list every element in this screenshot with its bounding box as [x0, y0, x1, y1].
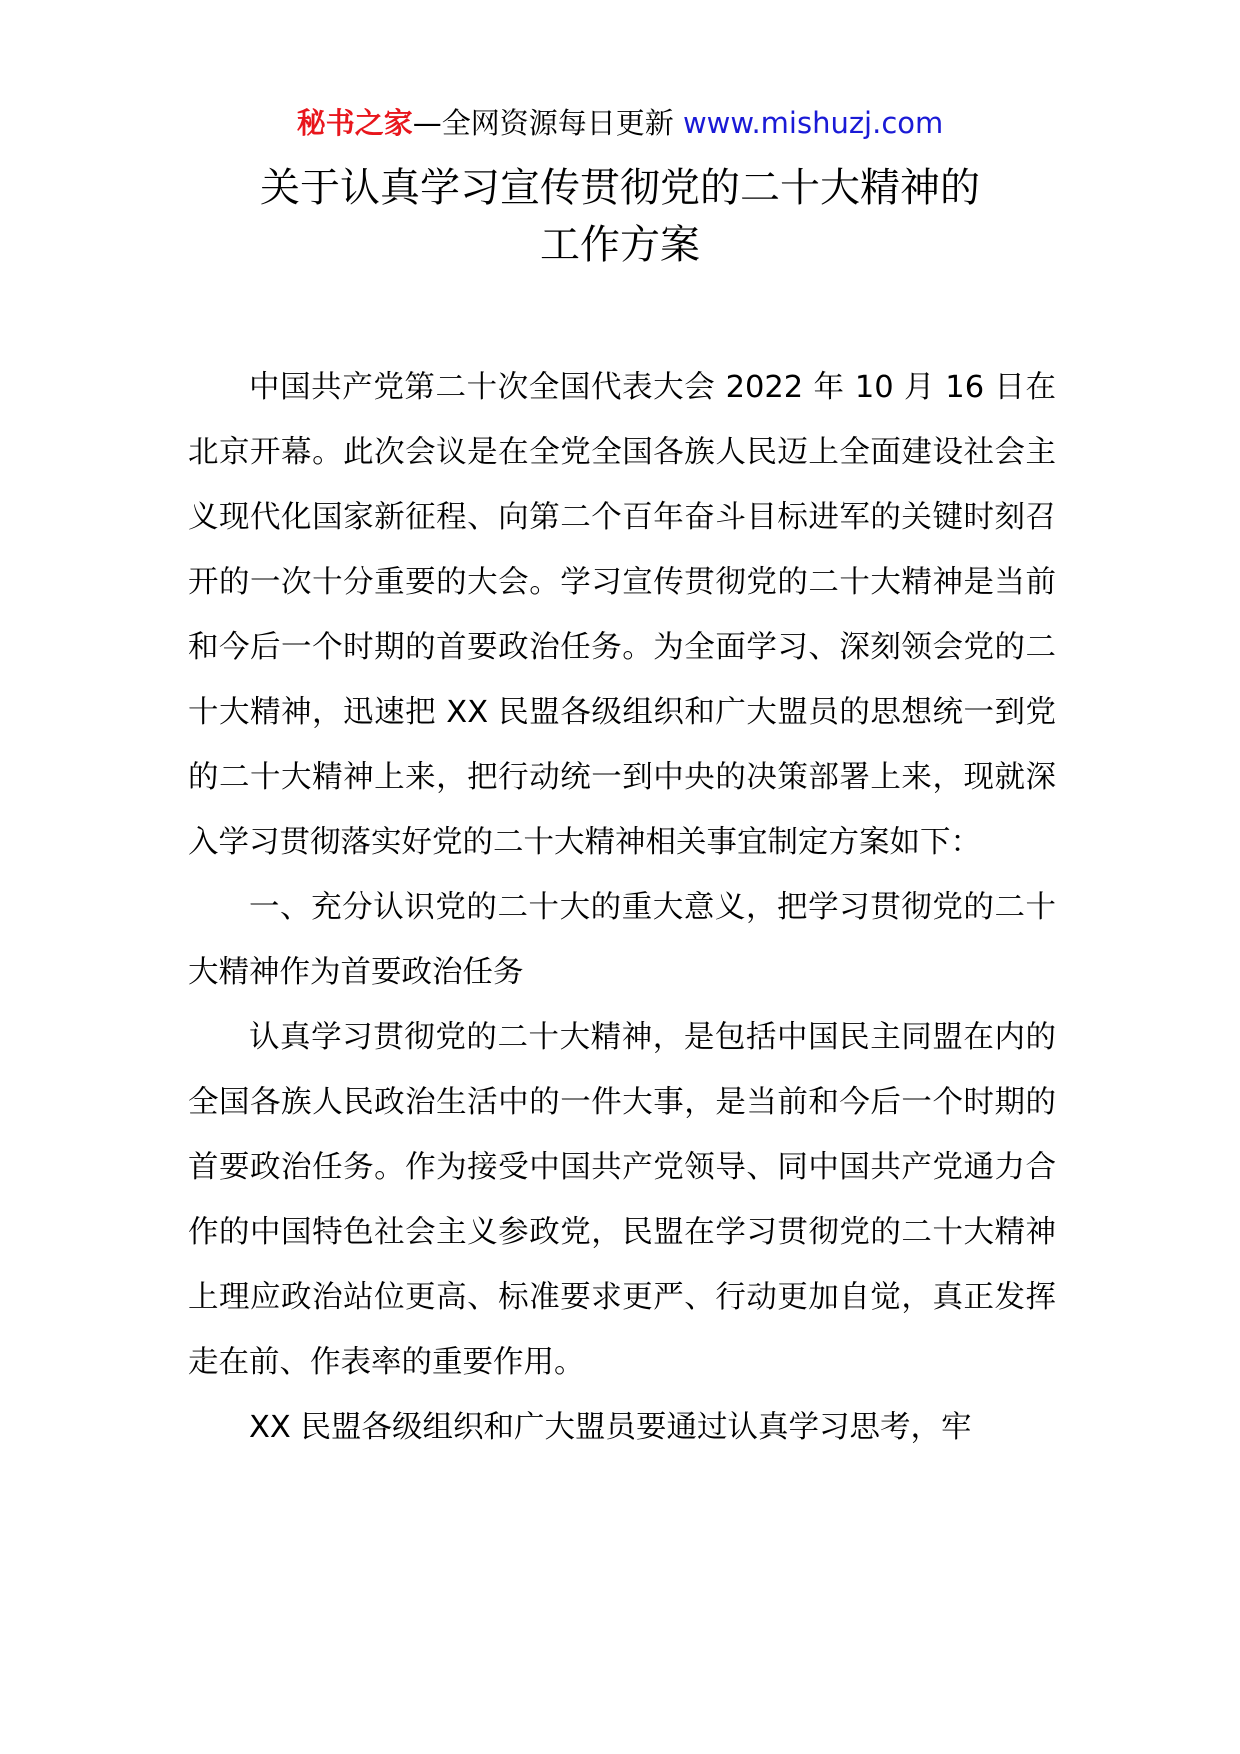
paragraph-intro: 中国共产党第二十次全国代表大会 2022 年 10 月 16 日在北京开幕。此次会议是在全党全国各族人民迈上全面建设社会主义现代化国家新征程、向第二个百年奋斗目标进军的关键时刻召开的一次十分重要的大会。学习宣传贯彻党的二十大精神是当前和今后一个时期的首要政治任务。为全面学习、深刻领会党的二十大精神，迅速把 XX 民盟各级组织和广大盟员的思想统一到党的二十大精神上来，把行动统一到中央的决策部署上来，现就深入学习贯彻落实好党的二十大精神相关事宜制定方案如下：: [188, 370, 1056, 860]
site-tagline: —全网资源每日更新: [412, 106, 683, 140]
site-header: [0, 100, 1240, 146]
document-body: [188, 355, 1056, 1460]
title-line-2: 工作方案: [540, 222, 700, 268]
document-title: [150, 160, 1090, 274]
title-line-1: 关于认真学习宣传贯彻党的二十大精神的: [260, 165, 980, 211]
section-heading-1: 一、充分认识党的二十大的重大意义，把学习贯彻党的二十大精神作为首要政治任务: [188, 890, 1056, 990]
paragraph-section-1: 认真学习贯彻党的二十大精神，是包括中国民主同盟在内的全国各族人民政治生活中的一件大事，是当前和今后一个时期的首要政治任务。作为接受中国共产党领导、同中国共产党通力合作的中国特色社会主义参政党，民盟在学习贯彻党的二十大精神上理应政治站位更高、标准要求更严、行动更加自觉，真正发挥走在前、作表率的重要作用。: [188, 1020, 1056, 1380]
site-url-link[interactable]: www.mishuzj.com: [682, 106, 944, 140]
site-name: 秘书之家: [296, 106, 413, 140]
paragraph-continued: XX 民盟各级组织和广大盟员要通过认真学习思考，牢: [249, 1410, 972, 1445]
